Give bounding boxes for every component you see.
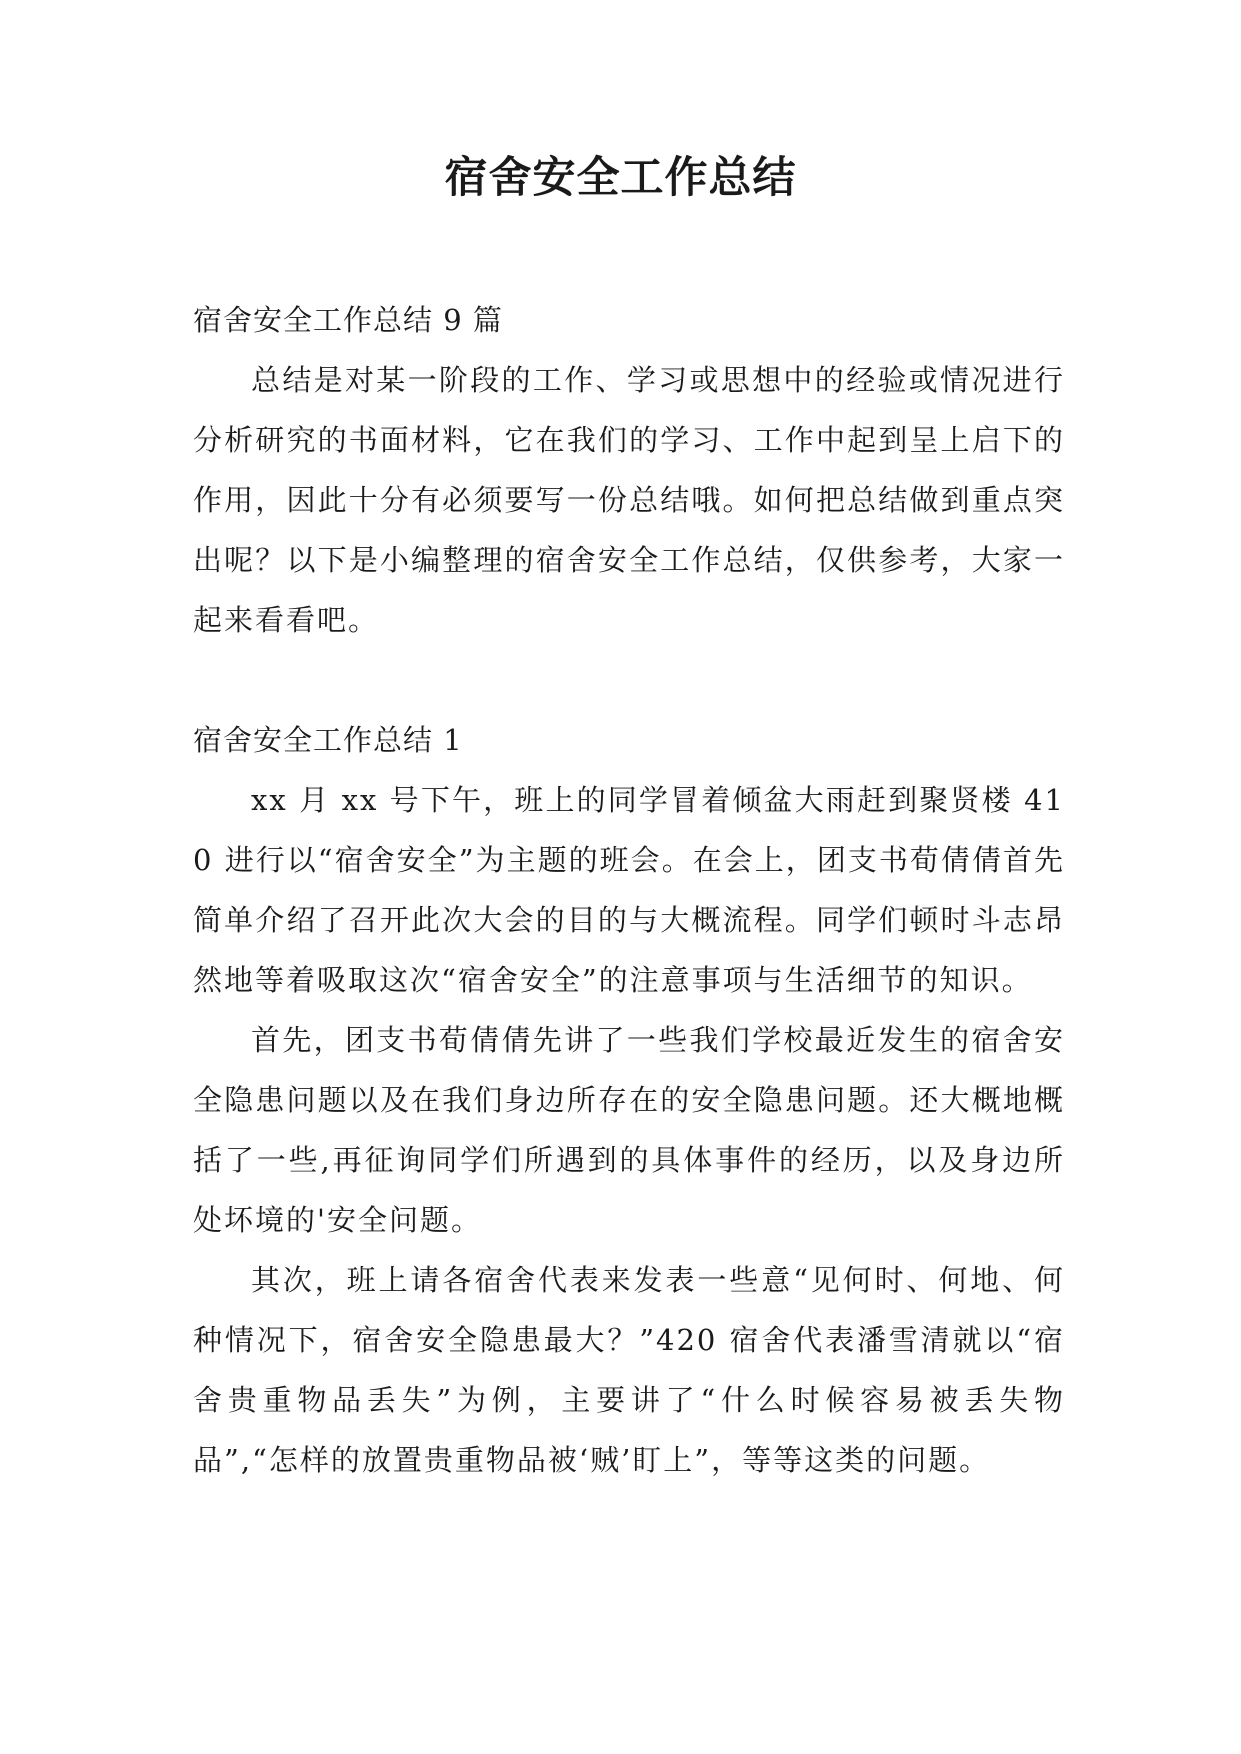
section-spacer <box>193 650 1065 710</box>
document-body <box>193 290 1065 1490</box>
body-paragraph: xx 月 xx 号下午，班上的同学冒着倾盆大雨赶到聚贤楼 410 进行以“宿舍安全”为主题的班会。在会上，团支书荀倩倩首先简单介绍了召开此次大会的目的与大概流程。同学们顿时斗志昂然地等着吸取这次“宿舍安全”的注意事项与生活细节的知识。 <box>193 783 1065 997</box>
subtitle: 宿舍安全工作总结 9 篇 <box>193 303 503 337</box>
intro-paragraph: 总结是对某一阶段的工作、学习或思想中的经验或情况进行分析研究的书面材料，它在我们的学习、工作中起到呈上启下的作用，因此十分有必须要写一份总结哦。如何把总结做到重点突出呢？以下是小编整理的宿舍安全工作总结，仅供参考，大家一起来看看吧。 <box>193 363 1065 637</box>
body-paragraph: 其次，班上请各宿舍代表来发表一些意“见何时、何地、何种情况下，宿舍安全隐患最大？”420 宿舍代表潘雪清就以“宿舍贵重物品丢失”为例，主要讲了“什么时候容易被丢失物品”,“怎样的放置贵重物品被‘贼’盯上”，等等这类的问题。 <box>193 1263 1065 1477</box>
document-title: 宿舍安全工作总结 <box>444 153 797 203</box>
body-paragraph: 首先，团支书荀倩倩先讲了一些我们学校最近发生的宿舍安全隐患问题以及在我们身边所存在的安全隐患问题。还大概地概括了一些,再征询同学们所遇到的具体事件的经历，以及身边所处坏境的'安全问题。 <box>193 1023 1065 1237</box>
section-heading: 宿舍安全工作总结 1 <box>193 723 463 757</box>
